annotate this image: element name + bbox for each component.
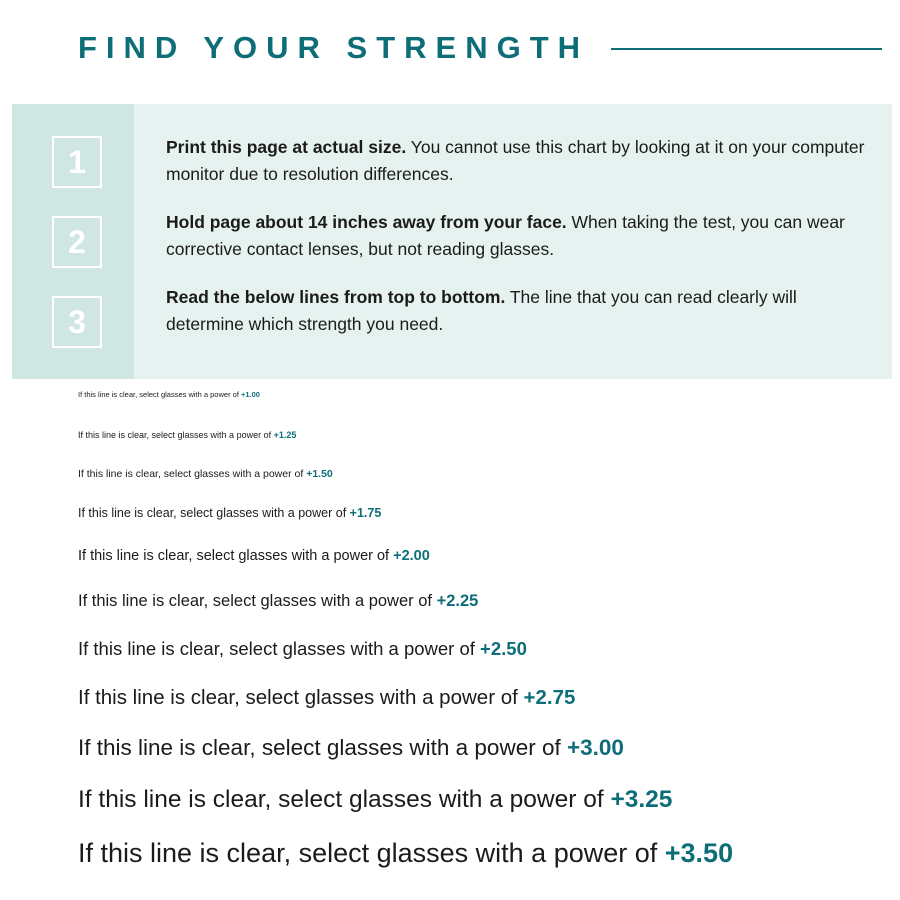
test-line-power: +3.50 <box>664 838 734 868</box>
test-line-row <box>78 838 733 869</box>
test-line-row <box>78 468 333 480</box>
test-line-row <box>78 638 527 660</box>
step-number-1: 1 <box>52 136 102 188</box>
test-line-sentence: If this line is clear, select glasses with a power of <box>78 786 611 813</box>
test-line-power: +2.00 <box>393 548 430 564</box>
page-header <box>0 20 900 75</box>
test-line-sentence: If this line is clear, select glasses with a power of <box>78 468 307 480</box>
header-divider <box>611 48 882 50</box>
test-line-power: +1.75 <box>349 506 382 520</box>
test-line-power: +2.75 <box>523 686 576 709</box>
test-line-sentence: If this line is clear, select glasses with a power of <box>78 506 350 520</box>
test-line-sentence: If this line is clear, select glasses with a power of <box>78 548 394 564</box>
instructions-panel <box>12 104 892 379</box>
instruction-body: The line that you can read clearly will determine which strength you need. <box>166 287 797 334</box>
instruction-text-list <box>166 134 876 338</box>
test-line-row <box>78 506 381 520</box>
test-line-sentence: If this line is clear, select glasses with a power of <box>78 686 524 709</box>
test-line-sentence: If this line is clear, select glasses with a power of <box>78 735 567 760</box>
test-line-sentence: If this line is clear, select glasses with a power of <box>78 592 437 610</box>
test-line-power: +1.50 <box>306 468 333 480</box>
test-line-sentence: If this line is clear, select glasses with a power of <box>78 638 481 659</box>
test-line-power: +2.25 <box>436 592 479 610</box>
instruction-body: You cannot use this chart by looking at it on your computer monitor due to resolution differences. <box>166 137 865 184</box>
test-line-row <box>78 786 672 814</box>
instruction-item <box>166 284 876 337</box>
test-line-row <box>78 686 575 710</box>
test-line-sentence: If this line is clear, select glasses with a power of <box>78 838 665 868</box>
instruction-heading: Hold page about 14 inches away from your face. <box>166 212 567 233</box>
test-line-power: +2.50 <box>480 638 527 659</box>
test-line-row <box>78 430 296 440</box>
instruction-body: When taking the test, you can wear corrective contact lenses, but not reading glasses. <box>166 212 845 259</box>
test-line-row <box>78 592 478 611</box>
test-line-power: +3.25 <box>610 786 673 813</box>
instruction-heading: Read the below lines from top to bottom. <box>166 287 506 308</box>
instruction-item <box>166 209 876 262</box>
test-line-row <box>78 735 624 761</box>
test-line-sentence: If this line is clear, select glasses with a power of <box>78 390 241 399</box>
test-line-list <box>0 380 900 880</box>
test-line-power: +1.25 <box>273 430 297 440</box>
step-number-3: 3 <box>52 296 102 348</box>
step-number-2: 2 <box>52 216 102 268</box>
instruction-item <box>166 134 876 187</box>
page-title: FIND YOUR STRENGTH <box>78 29 590 65</box>
test-line-power: +3.00 <box>566 735 624 760</box>
step-number-list <box>12 104 134 379</box>
test-line-sentence: If this line is clear, select glasses with a power of <box>78 430 274 440</box>
test-line-row <box>78 390 260 399</box>
test-line-row <box>78 548 430 564</box>
instruction-heading: Print this page at actual size. <box>166 137 407 157</box>
test-line-power: +1.00 <box>241 390 260 399</box>
